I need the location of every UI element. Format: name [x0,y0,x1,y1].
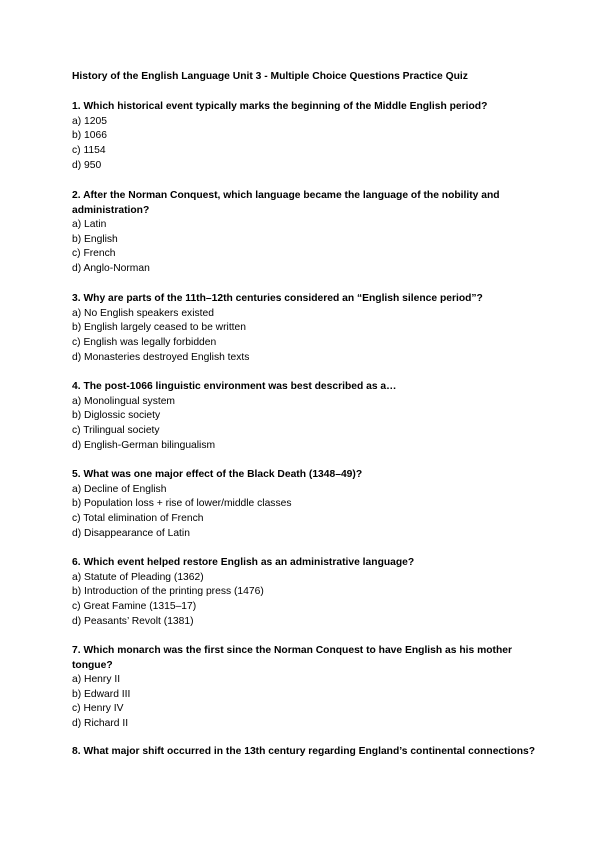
answer-option: a) Latin [72,219,107,230]
question-text: 8. What major shift occurred in the 13th century regarding England’s continental connections? [72,746,536,757]
answer-option: d) Anglo-Norman [72,263,150,275]
answer-option: a) No English speakers existed [72,307,214,319]
question-4 [72,380,542,453]
question-8 [72,745,542,760]
question-3 [72,292,542,365]
answer-option: b) Edward III [72,688,131,700]
question-1 [72,100,542,173]
answer-option: d) English-German bilingualism [72,439,216,451]
answer-option: a) Monolingual system [72,395,176,407]
question-text: 3. Why are parts of the 11th–12th centuries considered an “English silence period”? [72,293,483,304]
answer-option: b) English [72,233,118,245]
answer-option: b) Population loss + rise of lower/middle classes [72,498,292,510]
question-6 [72,556,542,629]
question-text: 1. Which historical event typically marks the beginning of the Middle English period? [72,101,488,112]
answer-option: d) Peasants’ Revolt (1381) [72,615,194,627]
document-title: History of the English Language Unit 3 - Multiple Choice Questions Practice Quiz [72,71,468,82]
question-text: 4. The post-1066 linguistic environment was best described as a… [72,381,397,392]
question-text: 7. Which monarch was the first since the Norman Conquest to have English as his mother tongue? [72,645,512,671]
answer-option: d) 950 [72,159,102,171]
answer-option: c) Total elimination of French [72,512,204,524]
answer-option: d) Disappearance of Latin [72,527,190,539]
question-5 [72,468,542,541]
question-7 [72,644,542,732]
answer-option: b) Introduction of the printing press (1476) [72,586,264,598]
question-2 [72,189,542,277]
answer-option: a) Statute of Pleading (1362) [72,571,204,583]
question-text: 5. What was one major effect of the Black Death (1348–49)? [72,469,363,480]
answer-option: c) Henry IV [72,703,124,715]
answer-option: c) 1154 [72,144,106,156]
answer-option: a) Decline of English [72,483,167,495]
answer-option: a) Henry II [72,674,121,685]
answer-option: c) Great Famine (1315–17) [72,600,197,612]
answer-option: c) English was legally forbidden [72,336,217,348]
answer-option: c) French [72,248,116,260]
question-text: 2. After the Norman Conquest, which language became the language of the nobility and administration? [72,190,500,216]
answer-option: c) Trilingual society [72,424,160,436]
answer-option: b) Diglossic society [72,410,161,422]
answer-option: d) Monasteries destroyed English texts [72,351,250,363]
question-text: 6. Which event helped restore English as an administrative language? [72,557,415,568]
answer-option: a) 1205 [72,115,107,127]
answer-option: b) 1066 [72,130,107,142]
answer-option: b) English largely ceased to be written [72,322,246,334]
answer-option: d) Richard II [72,718,129,730]
